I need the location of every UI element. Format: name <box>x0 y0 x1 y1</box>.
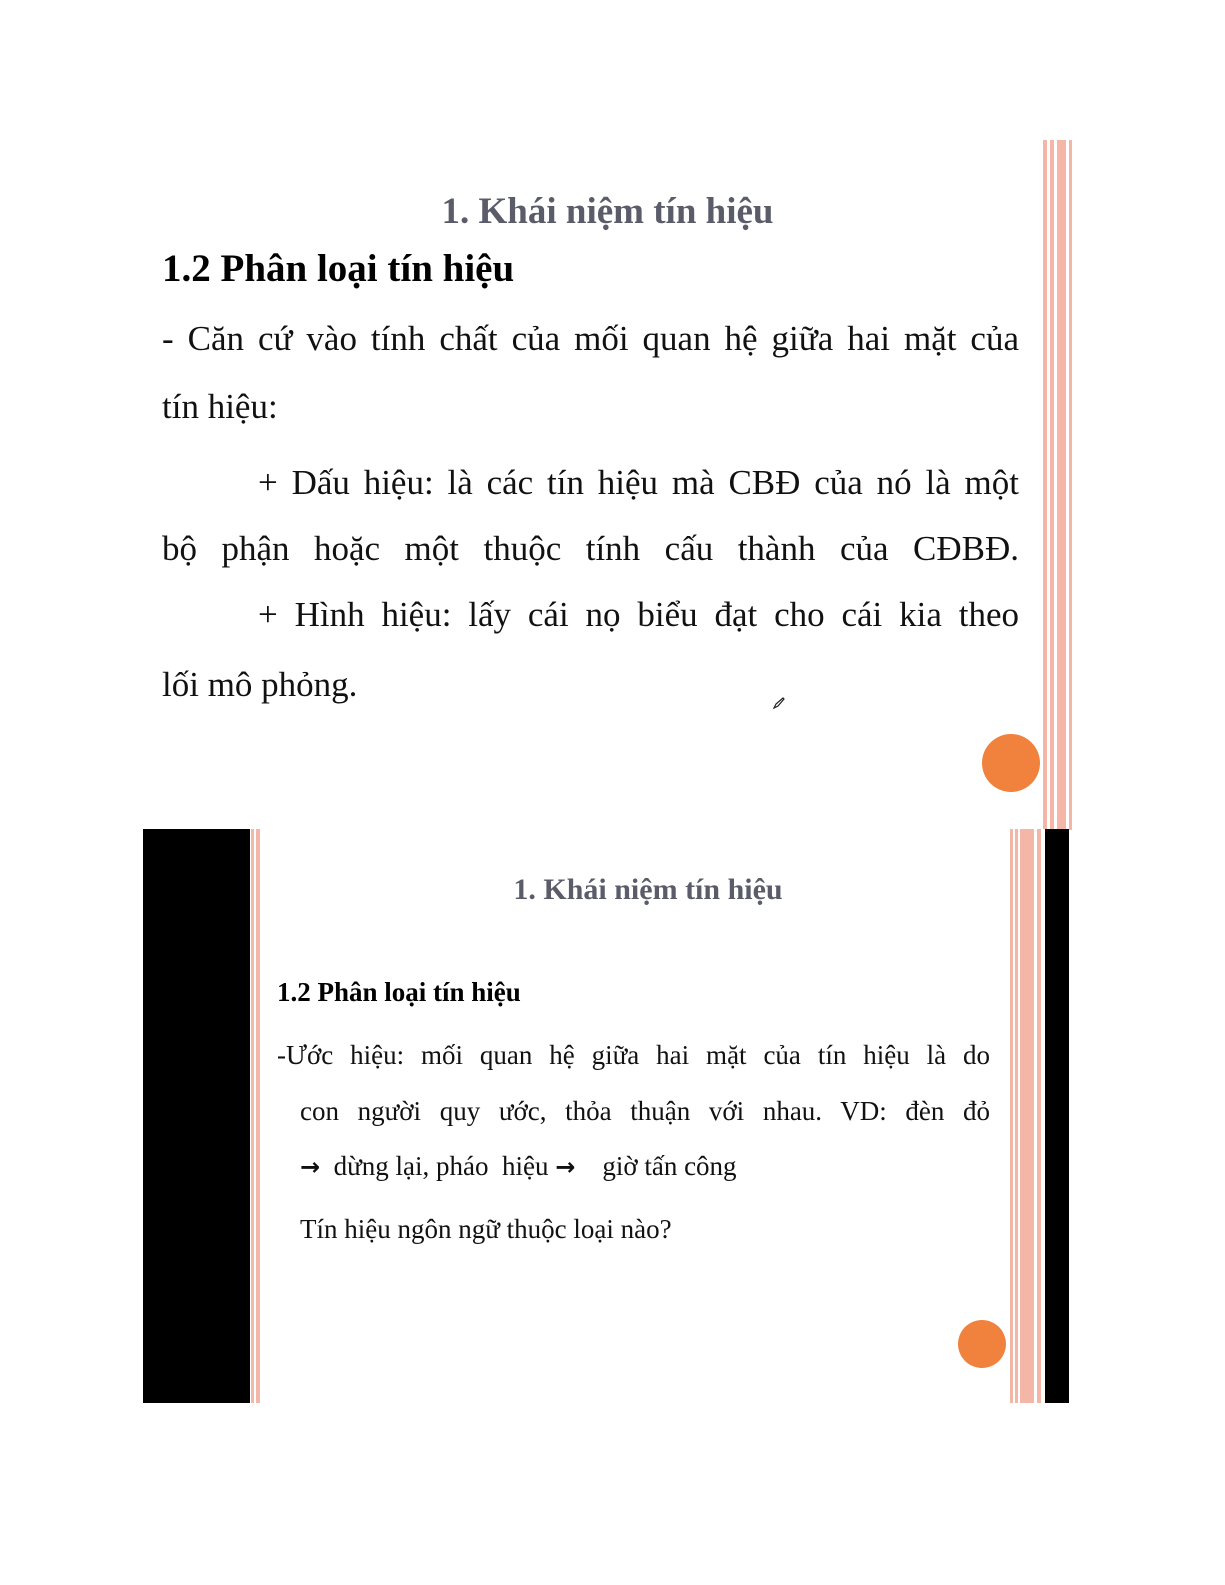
slide-2-heading: 1.2 Phân loại tín hiệu <box>277 977 521 1007</box>
slide-2-question: Tín hiệu ngôn ngữ thuộc loại nào? <box>300 1214 672 1244</box>
slide-1-heading: 1.2 Phân loại tín hiệu <box>162 247 515 290</box>
slide-2-left-black-bar <box>143 829 250 1403</box>
slide-1-line-3: + Dấu hiệu: là các tín hiệu mà CBĐ của nó là một <box>258 463 1019 502</box>
slide-2-line-3-part-b: giờ tấn công <box>602 1151 737 1181</box>
slide-1 <box>140 140 1075 830</box>
pen-cursor-icon <box>772 696 786 710</box>
slide-1-line-1: - Căn cứ vào tính chất của mối quan hệ giữa hai mặt của <box>162 319 1019 358</box>
orange-circle-icon <box>982 734 1040 792</box>
slide-2-right-black-bar <box>1045 829 1069 1403</box>
slide-1-title: 1. Khái niệm tín hiệu <box>441 191 774 232</box>
slide-1-line-6: lối mô phỏng. <box>162 665 358 704</box>
slide-2-line-2: con người quy ước, thỏa thuận với nhau. VD: đèn đỏ <box>300 1096 990 1126</box>
slide-2-line-3-part-a: dừng lại, pháo hiệu <box>333 1151 549 1181</box>
slide-1-line-2: tín hiệu: <box>162 387 278 426</box>
orange-circle-icon <box>958 1320 1006 1368</box>
slide-1-decorative-stripes <box>1043 140 1075 830</box>
slide-2 <box>143 829 1069 1403</box>
slide-1-line-5: + Hình hiệu: lấy cái nọ biểu đạt cho cái kia theo <box>258 595 1019 634</box>
right-arrow-icon: → <box>555 1153 576 1181</box>
right-arrow-icon: → <box>300 1153 321 1181</box>
slide-1-line-4: bộ phận hoặc một thuộc tính cấu thành của CĐBĐ. <box>162 529 1019 568</box>
slide-2-title: 1. Khái niệm tín hiệu <box>513 873 783 906</box>
slide-2-line-1: -Ước hiệu: mối quan hệ giữa hai mặt của tín hiệu là do <box>277 1040 990 1070</box>
slide-2-line-3 <box>300 1150 990 1182</box>
